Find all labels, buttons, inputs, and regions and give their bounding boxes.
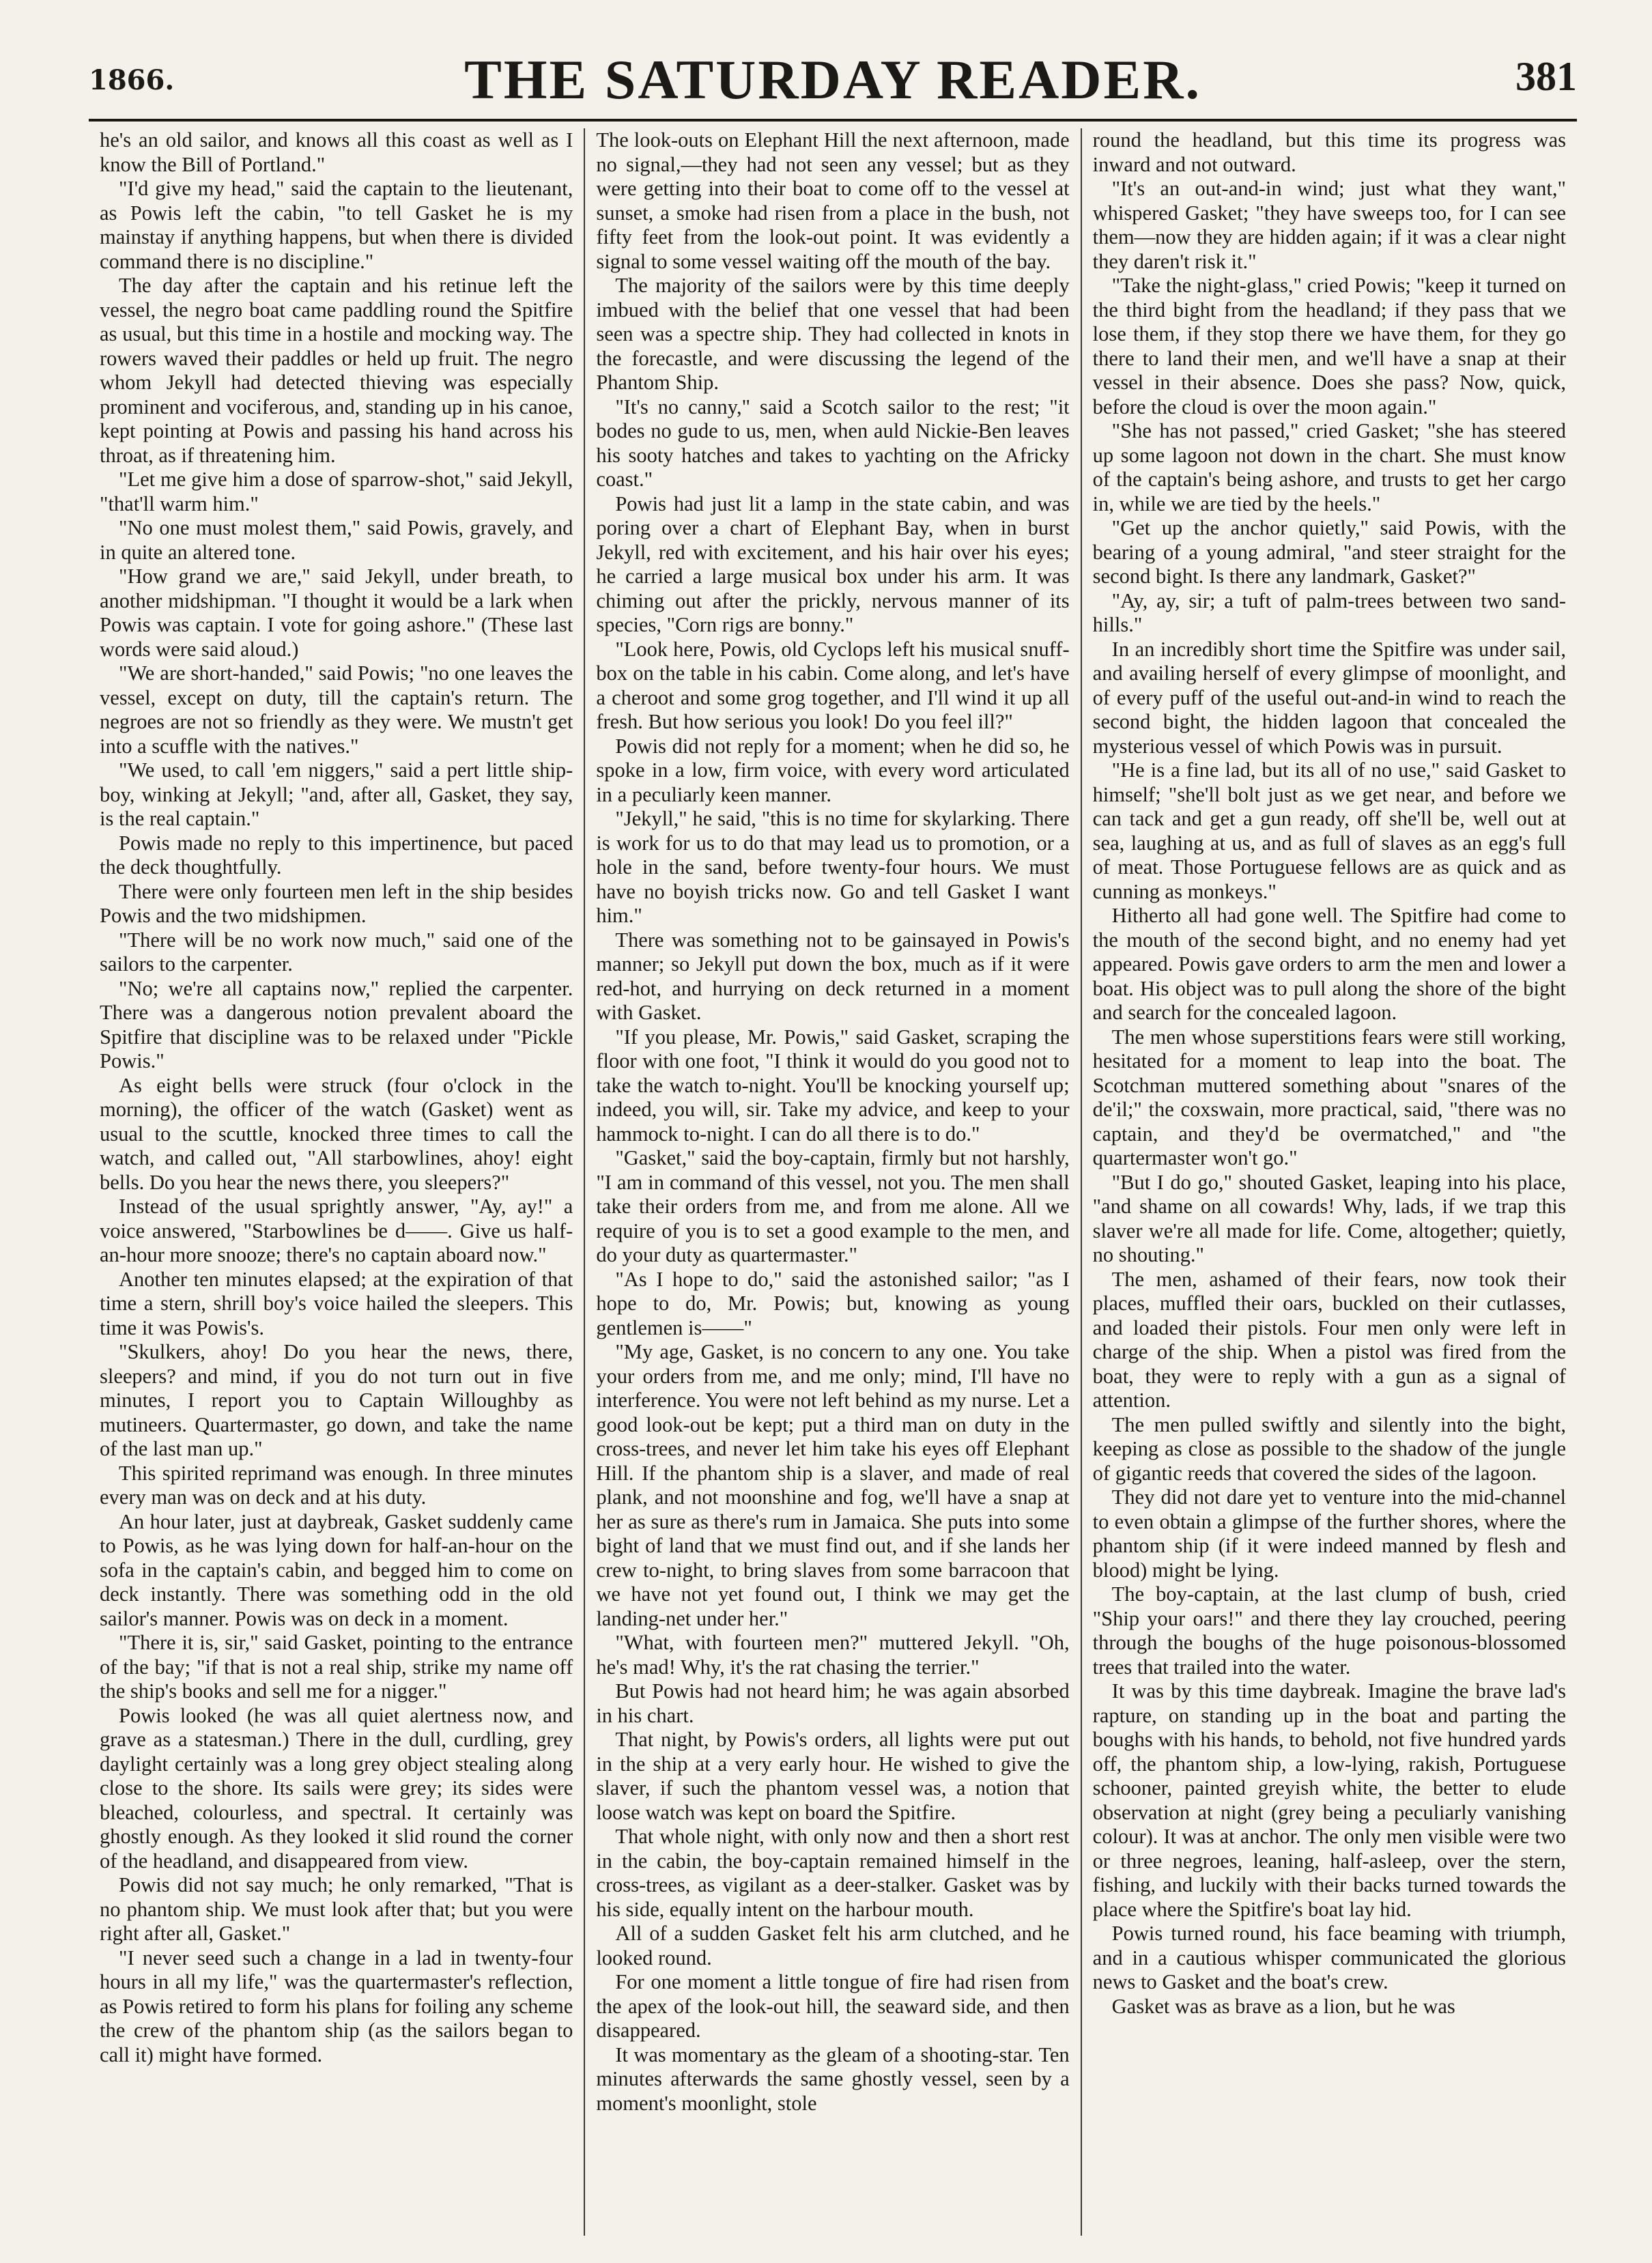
page-number: 381 — [1515, 54, 1577, 99]
paragraph: The look-outs on Elephant Hill the next afternoon, made no signal,—they had not seen any vessel; but as they were getting into their boat to come off to the vessel at sunset, a smoke had risen from a place in the bush, not fifty feet from the look-out point. It was evidently a signal to some vessel waiting off the mouth of the bay. — [596, 128, 1070, 273]
paragraph: This spirited reprimand was enough. In three minutes every man was on deck and at his duty. — [100, 1461, 573, 1509]
text-column-left — [89, 128, 584, 2236]
text-column-middle — [584, 128, 1080, 2236]
paragraph: "How grand we are," said Jekyll, under breath, to another midshipman. "I thought it would be a lark when Powis was captain. I vote for going ashore." (These last words were said aloud.) — [100, 565, 573, 661]
paragraph: Powis turned round, his face beaming with triumph, and in a cautious whisper communicated the glorious news to Gasket and the boat's crew. — [1092, 1922, 1566, 1993]
paragraph: An hour later, just at daybreak, Gasket suddenly came to Powis, as he was lying down for half-an-hour on the sofa in the captain's cabin, and begged him to come on deck instantly. There was something odd in the old sailor's manner. Powis was on deck in a moment. — [100, 1509, 573, 1630]
masthead — [89, 30, 1577, 122]
paragraph: round the headland, but this time its progress was inward and not outward. — [1092, 128, 1566, 176]
paragraph: There were only fourteen men left in the ship besides Powis and the two midshipmen. — [100, 879, 573, 927]
paragraph: The men whose superstitions fears were still working, hesitated for a moment to leap into the boat. The Scotchman muttered something about "snares of the de'il;" the coxswain, more practical, said, "there was no captain, and they'd be overmatched," and "the quartermaster won't go." — [1092, 1025, 1566, 1169]
paragraph: he's an old sailor, and knows all this coast as well as I know the Bill of Portland." — [100, 128, 573, 176]
paragraph: "My age, Gasket, is no concern to any one. You take your orders from me, and me only; mind, I'll have no interference. You were not left behind as my nurse. Let a good look-out be kept; put a third man on duty in the cross-trees, and never let him take his eyes off Elephant Hill. If the phantom ship is a slaver, and made of real plank, and not moonshine and fog, we'll have a snap at her as sure as there's rum in Jamaica. She puts into some bight of land that we must find out, and if she lands her crew to-night, to bring slaves from some barracoon that we have not yet found out, I think we may get the landing-net under her." — [596, 1340, 1070, 1630]
paragraph: But Powis had not heard him; he was again absorbed in his chart. — [596, 1679, 1070, 1727]
paragraph: "She has not passed," cried Gasket; "she has steered up some lagoon not down in the chart. She must know of the captain's being ashore, and trusts to get her cargo in, while we are tied by the heels." — [1092, 419, 1566, 515]
paragraph: It was momentary as the gleam of a shooting-star. Ten minutes afterwards the same ghostly vessel, seen by a moment's moonlight, stole — [596, 2043, 1070, 2115]
paragraph: Another ten minutes elapsed; at the expiration of that time a stern, shrill boy's voice hailed the sleepers. This time it was Powis's. — [100, 1267, 573, 1339]
paragraph: "Ay, ay, sir; a tuft of palm-trees between two sand-hills." — [1092, 588, 1566, 636]
paragraph: "Let me give him a dose of sparrow-shot," said Jekyll, "that'll warm him." — [100, 468, 573, 515]
paragraph: "There will be no work now much," said one of the sailors to the carpenter. — [100, 928, 573, 976]
paragraph: The boy-captain, at the last clump of bush, cried "Ship your oars!" and there they lay crouched, peering through the boughs of the huge poisonous-blossomed trees that trailed into the water. — [1092, 1582, 1566, 1679]
paragraph: Powis looked (he was all quiet alertness now, and grave as a statesman.) There in the dull, curdling, grey daylight certainly was a long grey object stealing along close to the shore. Its sails were grey; its sides were bleached, colourless, and spectral. It certainly was ghostly enough. As they looked it slid round the corner of the headland, and disappeared from view. — [100, 1703, 573, 1873]
paragraph: "If you please, Mr. Powis," said Gasket, scraping the floor with one foot, "I think it would do you good not to take the watch to-night. You'll be knocking yourself up; indeed, you will, sir. Take my advice, and keep to your hammock to-night. I can do all there is to do." — [596, 1025, 1070, 1145]
paragraph: All of a sudden Gasket felt his arm clutched, and he looked round. — [596, 1922, 1070, 1969]
paragraph: Instead of the usual sprightly answer, "Ay, ay!" a voice answered, "Starbowlines be d——. Give us half-an-hour more snooze; there's no captain aboard now." — [100, 1195, 573, 1266]
paragraph: "No; we're all captains now," replied the carpenter. There was a dangerous notion prevalent aboard the Spitfire that discipline was to be relaxed under "Pickle Powis." — [100, 976, 573, 1072]
paragraph: The men pulled swiftly and silently into the bight, keeping as close as possible to the shadow of the jungle of gigantic reeds that covered the sides of the lagoon. — [1092, 1412, 1566, 1485]
paragraph: "Jekyll," he said, "this is no time for skylarking. There is work for us to do that may lead us to promotion, or a hole in the sand, before twenty-four hours. We must have no boyish tricks now. Go and tell Gasket I want him." — [596, 807, 1070, 927]
paragraph: Gasket was as brave as a lion, but he was — [1111, 1994, 1455, 2018]
paragraph: For one moment a little tongue of fire had risen from the apex of the look-out hill, the seaward side, and then disappeared. — [596, 1970, 1070, 2042]
paragraph: "It's no canny," said a Scotch sailor to the rest; "it bodes no gude to us, men, when auld Nickie-Ben leaves his sooty hatches and takes to yachting on the Africky coast." — [596, 395, 1070, 491]
paragraph: Hitherto all had gone well. The Spitfire had come to the mouth of the second bight, and no enemy had yet appeared. Powis gave orders to arm the men and lower a boat. His object was to pull along the shore of the bight and search for the concealed lagoon. — [1092, 904, 1566, 1024]
paragraph: That whole night, with only now and then a short rest in the cabin, the boy-captain remained himself in the cross-trees, as vigilant as a deer-stalker. Gasket was by his side, equally intent on the harbour mouth. — [596, 1825, 1070, 1921]
publication-title: THE SATURDAY READER. — [464, 48, 1201, 111]
paragraph: Powis did not say much; he only remarked, "That is no phantom ship. We must look after that; but you were right after all, Gasket." — [100, 1873, 573, 1945]
paragraph: "Gasket," said the boy-captain, firmly but not harshly, "I am in command of this vessel, not you. The men shall take their orders from me, and from me alone. All we require of you is to set a good example to the men, and do your duty as quartermaster." — [596, 1146, 1070, 1266]
paragraph: The men, ashamed of their fears, now took their places, muffled their oars, buckled on their cutlasses, and loaded their pistols. Four men only were left in charge of the ship. When a pistol was fired from the boat, they were to reply with a gun as a signal of attention. — [1092, 1267, 1566, 1412]
paragraph: "He is a fine lad, but its all of no use," said Gasket to himself; "she'll bolt just as we get near, and before we can tack and get a gun ready, off she'll be, well out at sea, laughing at us, and as full of slaves as an egg's full of meat. Those Portuguese fellows are as quick and as cunning as monkeys." — [1092, 758, 1566, 903]
paragraph: "But I do go," shouted Gasket, leaping into his place, "and shame on all cowards! Why, lads, if we trap this slaver we're all made for life. Come, altogether; quietly, no shouting." — [1092, 1170, 1566, 1266]
paragraph: "No one must molest them," said Powis, gravely, and in quite an altered tone. — [100, 516, 573, 564]
text-column-right — [1081, 128, 1577, 2236]
paragraph: "Get up the anchor quietly," said Powis, with the bearing of a young admiral, "and steer straight for the second bight. Is there any landmark, Gasket?" — [1092, 516, 1566, 588]
paragraph: "There it is, sir," said Gasket, pointing to the entrance of the bay; "if that is not a real ship, strike my name off the ship's books and sell me for a nigger." — [100, 1631, 573, 1703]
paragraph: Powis did not reply for a moment; when he did so, he spoke in a low, firm voice, with every word articulated in a peculiarly keen manner. — [596, 734, 1070, 806]
issue-date: 1866. — [89, 64, 175, 96]
article-body — [89, 128, 1577, 2236]
paragraph: "I'd give my head," said the captain to the lieutenant, as Powis left the cabin, "to tell Gasket he is my mainstay if anything happens, but when there is divided command there is no discipline." — [100, 177, 573, 273]
paragraph: "I never seed such a change in a lad in twenty-four hours in all my life," was the quartermaster's reflection, as Powis retired to form his plans for foiling any scheme the crew of the phantom ship (as the sailors began to call it) might have formed. — [100, 1946, 573, 2066]
paragraph: It was by this time daybreak. Imagine the brave lad's rapture, on standing up in the boat and parting the boughs with his hands, to behold, not five hundred yards off, the phantom ship, a low-lying, rakish, Portuguese schooner, painted greyish white, the better to elude observation at night (grey being a peculiarly vanishing colour). It was at anchor. The only men visible were two or three negroes, leaning, half-asleep, over the stern, fishing, and luckily with their backs turned towards the place where the Spitfire's boat lay hid. — [1092, 1679, 1566, 1921]
paragraph: "Take the night-glass," cried Powis; "keep it turned on the third bight from the headland; if they pass that we lose them, if they stop there we have them, for they go there to land their men, and we'll have a snap at their vessel in their absence. Does she pass? Now, quick, before the cloud is over the moon again." — [1092, 274, 1566, 418]
paragraph: There was something not to be gainsayed in Powis's manner; so Jekyll put down the box, much as if it were red-hot, and hurrying on deck returned in a moment with Gasket. — [596, 928, 1070, 1024]
paragraph: "What, with fourteen men?" muttered Jekyll. "Oh, he's mad! Why, it's the rat chasing the terrier." — [596, 1631, 1070, 1679]
paragraph: Powis made no reply to this impertinence, but paced the deck thoughtfully. — [100, 831, 573, 879]
paragraph: "Look here, Powis, old Cyclops left his musical snuff-box on the table in his cabin. Come along, and let's have a cheroot and some grog together, and I'll wind it up all fresh. But how serious you look! Do you feel ill?" — [596, 637, 1070, 733]
paragraph: The day after the captain and his retinue left the vessel, the negro boat came paddling round the Spitfire as usual, but this time in a hostile and mocking way. The rowers waved their paddles or held up fruit. The negro whom Jekyll had detected thieving was especially prominent and vociferous, and, standing up in his canoe, kept pointing at Powis and passing his hand across his throat, as if threatening him. — [100, 274, 573, 467]
paragraph: "Skulkers, ahoy! Do you hear the news, there, sleepers? and mind, if you do not turn out in five minutes, I report you to Captain Willoughby as mutineers. Quartermaster, go down, and take the name of the last man up." — [100, 1340, 573, 1460]
paragraph: In an incredibly short time the Spitfire was under sail, and availing herself of every glimpse of moonlight, and of every puff of the useful out-and-in wind to reach the second bight, the hidden lagoon that concealed the mysterious vessel of which Powis was in pursuit. — [1092, 637, 1566, 758]
paragraph: That night, by Powis's orders, all lights were put out in the ship at a very early hour. He wished to give the slaver, if such the phantom vessel was, a notion that loose watch was kept on board the Spitfire. — [596, 1728, 1070, 1824]
paragraph: "We are short-handed," said Powis; "no one leaves the vessel, except on duty, till the captain's return. The negroes are not so friendly as they were. We mustn't get into a scuffle with the natives." — [100, 661, 573, 758]
paragraph: They did not dare yet to venture into the mid-channel to even obtain a glimpse of the further shores, where the phantom ship (if it were indeed manned by flesh and blood) might be lying. — [1092, 1485, 1566, 1582]
paragraph: "It's an out-and-in wind; just what they want," whispered Gasket; "they have sweeps too, for I can see them—now they are hidden again; if it was a clear night they daren't risk it." — [1092, 177, 1566, 273]
paragraph: "As I hope to do," said the astonished sailor; "as I hope to do, Mr. Powis; but, knowing as young gentlemen is——" — [596, 1267, 1070, 1339]
paragraph: Powis had just lit a lamp in the state cabin, and was poring over a chart of Elephant Bay, when in burst Jekyll, red with excitement, and his hair over his eyes; he carried a large musical box under his arm. It was chiming out after the prickly, nervous manner of its species, "Corn rigs are bonny." — [596, 492, 1070, 636]
paragraph: The majority of the sailors were by this time deeply imbued with the belief that one vessel that had been seen was a spectre ship. They had collected in knots in the forecastle, and were discussing the legend of the Phantom Ship. — [596, 274, 1070, 394]
paragraph: "We used, to call 'em niggers," said a pert little ship-boy, winking at Jekyll; "and, after all, Gasket, they say, is the real captain." — [100, 758, 573, 830]
paragraph: As eight bells were struck (four o'clock in the morning), the officer of the watch (Gasket) went as usual to the scuttle, knocked three times to call the watch, and called out, "All starbowlines, ahoy! eight bells. Do you hear the news there, you sleepers?" — [100, 1073, 573, 1194]
